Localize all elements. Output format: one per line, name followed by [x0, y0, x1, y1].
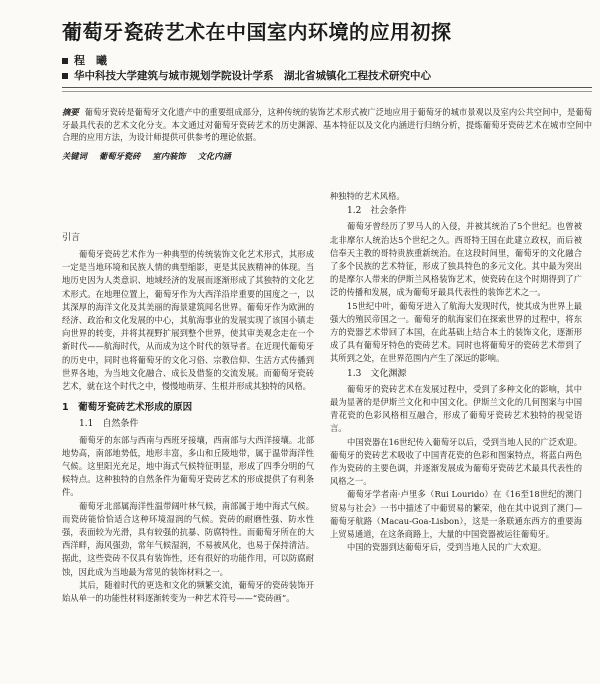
body-paragraph: 葡萄牙瓷砖艺术作为一种典型的传统装饰文化艺术形式，其形成一定是当地环境和民族人情的典型缩影，更是其民族精神的体现。当地历史因为人类意识、地域经济的发展而逐渐形成了其独特的文化艺术形式。在地理位置上，葡萄牙作为大西洋沿岸重要的国度之一，以其深厚的海洋文化及其美丽的海景建筑闻名世界。葡萄牙作为欧洲的经济、政治和文化发展的中心，其航海事业的发展实现了该国小镇走向世界的转变，并将其视野扩展到整个世界，使其审美观念走在一个新时代——航海时代，从而成为这个时代的领导者。在近现代葡萄牙的历史中，同时也将葡萄牙的文化习俗、宗教信仰、生活方式传播到世界各地，为当地文化融合、成长及借鉴的交流发展。而葡萄牙瓷砖艺术，就在这个时代之中，慢慢地萌芽、生根并形成其独特的风格。: [62, 249, 314, 392]
body-paragraph: 中国的瓷器到达葡萄牙后，受到当地人民的广大欢迎。: [347, 542, 547, 553]
square-bullet-icon: [62, 58, 68, 64]
keywords: [62, 150, 592, 162]
square-bullet-icon: [62, 73, 68, 79]
body-paragraph: 葡萄牙北部属海洋性温带阔叶林气候，南部属于地中海式气候。而瓷砖能恰恰适合这种环境湿润的气候。瓷砖的耐磨性强、防水性强，表面较为光滑，具有较强的抗暴、防腐特性。而葡萄牙所在的大西洋畔，海风强劲，常年气候湿润，不易被风化，也易于保持清洁。据此，这些瓷砖不仅具有装饰性，还有很好的功能作用，可以防腐耐蚀，因此成为当地最为常见的装饰材料之一。: [62, 500, 314, 577]
body-paragraph: 葡萄牙的东部与西南与西班牙接壤，西南部与大西洋接壤。北部地势高，南部地势低，地形丰富，多山和丘陵地带，属于温带海洋性气候。这里阳光充足，地中海式气候特征明显，形成了四季分明的气候特点。这种独特的自然条件为葡萄牙瓷砖艺术的形成提供了有利条件。: [62, 434, 314, 498]
paper-title: 葡萄牙瓷砖艺术在中国室内环境的应用初探: [62, 20, 452, 44]
keyword: 葡萄牙瓷砖: [98, 151, 141, 161]
affiliation-text: 华中科技大学建筑与城市规划学院设计学系 湖北省城镇化工程技术研究中心: [74, 70, 431, 82]
header-rule-thin: [62, 91, 592, 92]
author-line: [62, 52, 107, 68]
body-paragraph: 15世纪中叶，葡萄牙进入了航海大发现时代，使其成为世界上最强大的殖民帝国之一。葡萄牙的航海家们在探索世界的过程中，将东方的瓷器艺术带回了本国，在此基础上结合本土的装饰文化，逐渐形成了具有葡萄牙特色的瓷砖艺术。同时也将葡萄牙的瓷砖艺术带到了其所到之处，在世界范围内产生了深远的影响。: [330, 300, 582, 364]
right-column: [330, 190, 582, 554]
body-paragraph: 中国瓷器在16世纪传入葡萄牙以后，受到当地人民的广泛欢迎。葡萄牙的瓷砖艺术吸收了中国青花瓷的色彩和图案特点，将蓝白两色作为瓷砖的主要色调，并逐渐发展成为葡萄牙瓷砖艺术最具代表性的风格之一。: [330, 436, 582, 487]
subsection-heading: 1.1 自然条件: [79, 419, 139, 430]
body-paragraph: 种独特的艺术风格。: [330, 191, 405, 201]
header-rule-thick: [62, 87, 592, 88]
subsection-heading: 1.2 社会条件: [347, 206, 407, 217]
left-column: [62, 248, 314, 605]
abstract-text: 葡萄牙瓷砖是葡萄牙文化遗产中的重要组成部分，这种传统的装饰艺术形式被广泛地应用于葡萄牙的城市景观以及室内公共空间中，是葡萄牙最具代表的艺术文化分支。本文通过对葡萄牙瓷砖艺术的历史渊源、基本特征以及文化内涵进行归纳分析，提炼葡萄牙瓷砖艺术在城市空间中合理的应用方法，为设计师提供可供参考的理论依据。: [62, 107, 592, 142]
body-paragraph: 葡萄牙学者南·卢里多（Rui Lourido）在《16至18世纪的澳门贸易与社会》一书中描述了中葡贸易的繁荣，他在其中说到了澳门—葡萄牙航路（Macau-Goa-Lisbon），这是一条联通东西方的重要海上贸易通道，在这条商路上，大量的中国瓷器被运往葡萄牙。: [330, 489, 582, 540]
body-paragraph: 葡萄牙曾经历了罗马人的入侵，并被其统治了5个世纪。也曾被北非摩尔人统治达5个世纪之久。西哥特王国在此建立政权，而后被信奉天主教的哥特贵族重新统治。在这段时间里，葡萄牙的文化融合了多个民族的艺术特征，形成了独具特色的多元文化。其中最为突出的是摩尔人带来的伊斯兰风格装饰艺术，使瓷砖在这个时期得到了广泛的传播和发展，成为葡萄牙最具代表性的装饰艺术之一。: [330, 221, 582, 298]
affiliation-line: [62, 68, 592, 83]
keyword: 室内装饰: [152, 151, 186, 161]
intro-heading: 引言: [62, 233, 81, 243]
abstract: [62, 106, 592, 144]
abstract-label: 摘要: [62, 107, 79, 117]
body-paragraph: 葡萄牙的瓷砖艺术在发展过程中，受到了多种文化的影响，其中最为显著的是伊斯兰文化和中国文化。伊斯兰文化的几何图案与中国青花瓷的色彩风格相互融合，形成了葡萄牙瓷砖艺术独特的视觉语言。: [330, 383, 582, 434]
author-name: 程 曦: [74, 54, 107, 67]
body-paragraph: 其后，随着时代的更迭和文化的频繁交流，葡萄牙的瓷砖装饰开始从单一的功能性材料逐渐转变为一种艺术符号——“瓷砖画”。: [62, 579, 314, 604]
subsection-heading: 1.3 文化渊源: [347, 368, 407, 379]
keyword: 文化内涵: [197, 151, 231, 161]
section-heading: 1 葡萄牙瓷砖艺术形成的原因: [62, 402, 193, 414]
keywords-label: 关键词: [62, 151, 87, 161]
